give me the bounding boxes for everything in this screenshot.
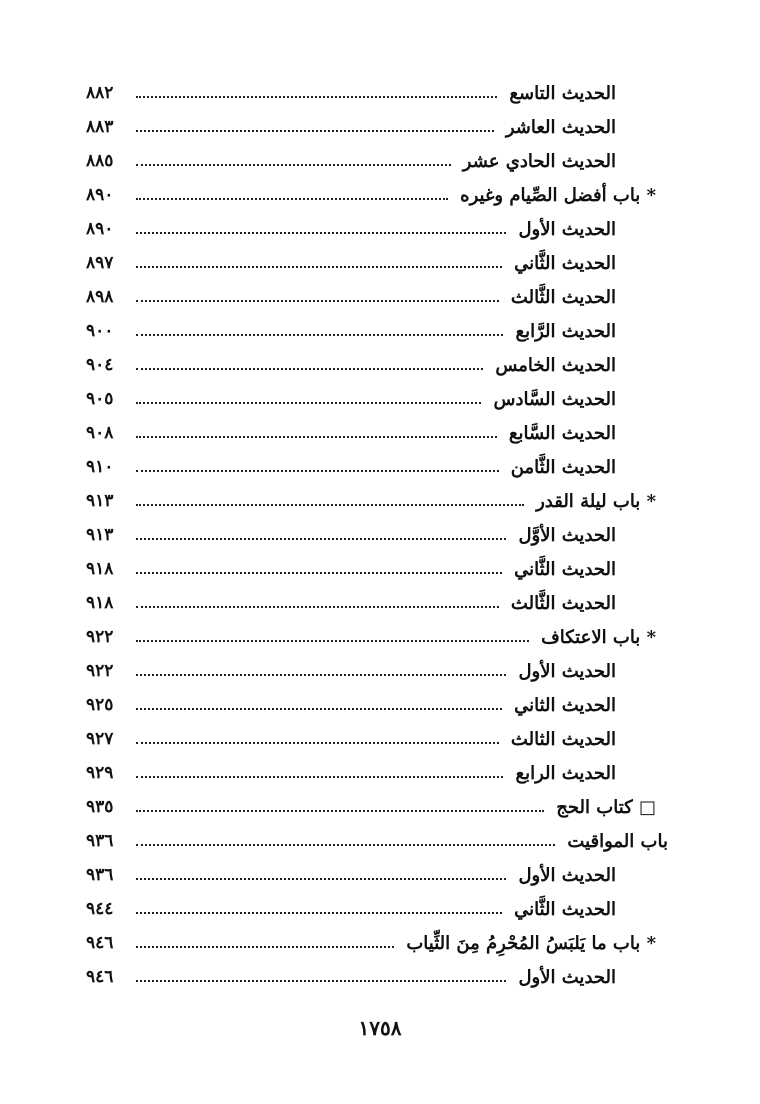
toc-entry-title: الحديث الأول (518, 218, 616, 240)
toc-entry-title: الحديث الثالث (510, 728, 616, 750)
dot-leader (136, 402, 481, 404)
dot-leader (136, 436, 497, 438)
toc-section-heading (86, 484, 668, 518)
toc-entry (86, 450, 668, 484)
toc-entry-title: الحديث الثَّامن (510, 456, 616, 478)
dot-leader (136, 300, 499, 302)
toc-entry-title: * باب أفضل الصِّيام وغيره (460, 184, 656, 206)
toc-entry-page: ٩٢٩ (86, 763, 114, 783)
toc-entry (86, 144, 668, 178)
toc-entry-title: الحديث الرَّابع (515, 320, 616, 342)
dot-leader (136, 912, 502, 914)
toc-section-heading (86, 824, 668, 858)
toc-entry-title: الحديث الأول (518, 864, 616, 886)
toc-entry-page: ٨٨٥ (86, 151, 114, 171)
toc-entry (86, 756, 668, 790)
toc-entry-title: باب المواقيت (567, 830, 668, 852)
toc-entry-title: الحديث الثَّالث (510, 592, 616, 614)
dot-leader (136, 504, 524, 506)
toc-entry (86, 382, 668, 416)
dot-leader (136, 538, 506, 540)
toc-entry-page: ٩٢٢ (86, 627, 114, 647)
toc-entry (86, 76, 668, 110)
dot-leader (136, 742, 499, 744)
toc-entry (86, 212, 668, 246)
toc-entry-title: □ كتاب الحج (556, 796, 656, 818)
toc-section-heading (86, 926, 668, 960)
toc-entry (86, 246, 668, 280)
toc-section-heading (86, 178, 668, 212)
dot-leader (136, 130, 494, 132)
toc-entry-title: الحديث الثَّاني (514, 252, 616, 274)
toc-entry-page: ٩٠٥ (86, 389, 114, 409)
dot-leader (136, 96, 497, 98)
dot-leader (136, 776, 503, 778)
toc-entry (86, 688, 668, 722)
dot-leader (136, 980, 506, 982)
toc-entry (86, 314, 668, 348)
toc-entry-page: ٩٢٧ (86, 729, 114, 749)
toc-section-heading (86, 790, 668, 824)
toc-entry-page: ٩١٨ (86, 559, 114, 579)
toc-entry-page: ٨٩٧ (86, 253, 114, 273)
toc-entry-title: الحديث الأول (518, 966, 616, 988)
dot-leader (136, 606, 499, 608)
dot-leader (136, 334, 503, 336)
toc-entry-page: ٩١٣ (86, 491, 114, 511)
toc-entry-title: الحديث الحادي عشر (462, 150, 616, 172)
toc-entry (86, 960, 668, 994)
dot-leader (136, 266, 502, 268)
toc-entry-title: الحديث السَّابع (508, 422, 616, 444)
toc-entry-title: الحديث الثَّالث (510, 286, 616, 308)
page-number: ١٧٥٨ (358, 1016, 402, 1040)
toc-entry-title: الحديث الرابع (515, 762, 616, 784)
toc-entry-page: ٩٣٦ (86, 865, 114, 885)
toc-entry-page: ٩٠٠ (86, 321, 114, 341)
toc-entry (86, 110, 668, 144)
toc-entry-page: ٨٨٢ (86, 83, 114, 103)
toc-entry (86, 348, 668, 382)
toc-entry-page: ٩٠٤ (86, 355, 114, 375)
toc-entry-title: الحديث التاسع (509, 82, 616, 104)
toc-entry-page: ٩١٣ (86, 525, 114, 545)
toc-entry-title: الحديث الأوَّل (518, 524, 616, 546)
toc-entry-page: ٩٣٦ (86, 831, 114, 851)
dot-leader (136, 198, 448, 200)
dot-leader (136, 164, 451, 166)
dot-leader (136, 674, 506, 676)
toc-entry-title: الحديث العاشر (505, 116, 616, 138)
toc-entry (86, 892, 668, 926)
toc-entry-title: الحديث الثَّاني (514, 558, 616, 580)
toc-entry-page: ٩٣٥ (86, 797, 114, 817)
toc-entry (86, 416, 668, 450)
dot-leader (136, 946, 394, 948)
toc-entry (86, 280, 668, 314)
toc-entry-page: ٩٠٨ (86, 423, 114, 443)
toc-entry (86, 518, 668, 552)
toc-entry-title: * باب الاعتكاف (541, 626, 656, 648)
dot-leader (136, 640, 529, 642)
dot-leader (136, 844, 555, 846)
dot-leader (136, 368, 483, 370)
toc-entry-title: * باب ما يَلبَسُ المُحْرِمُ مِنَ الثِّياب (406, 932, 656, 954)
toc-section-heading (86, 620, 668, 654)
toc-entry-title: الحديث الثاني (514, 694, 616, 716)
toc-entry-page: ٩١٠ (86, 457, 114, 477)
toc-entry-page: ٩٢٢ (86, 661, 114, 681)
dot-leader (136, 878, 506, 880)
dot-leader (136, 708, 502, 710)
toc-entry (86, 552, 668, 586)
dot-leader (136, 232, 506, 234)
toc-entry-page: ٩٤٦ (86, 967, 114, 987)
toc-entry-title: الحديث السَّادس (493, 388, 616, 410)
toc-entry (86, 586, 668, 620)
toc-entry-title: الحديث الخامس (495, 354, 616, 376)
toc-entry (86, 858, 668, 892)
table-of-contents (86, 76, 668, 994)
toc-entry-title: الحديث الثَّاني (514, 898, 616, 920)
toc-entry-title: الحديث الأول (518, 660, 616, 682)
toc-entry-title: * باب ليلة القدر (536, 490, 656, 512)
dot-leader (136, 572, 502, 574)
toc-entry-page: ٩٢٥ (86, 695, 114, 715)
toc-entry-page: ٨٩٨ (86, 287, 114, 307)
toc-entry (86, 722, 668, 756)
toc-entry (86, 654, 668, 688)
toc-entry-page: ٩٤٤ (86, 899, 114, 919)
dot-leader (136, 810, 544, 812)
toc-entry-page: ٨٨٣ (86, 117, 114, 137)
dot-leader (136, 470, 499, 472)
toc-entry-page: ٩٤٦ (86, 933, 114, 953)
toc-entry-page: ٨٩٠ (86, 185, 114, 205)
toc-entry-page: ٨٩٠ (86, 219, 114, 239)
toc-entry-page: ٩١٨ (86, 593, 114, 613)
